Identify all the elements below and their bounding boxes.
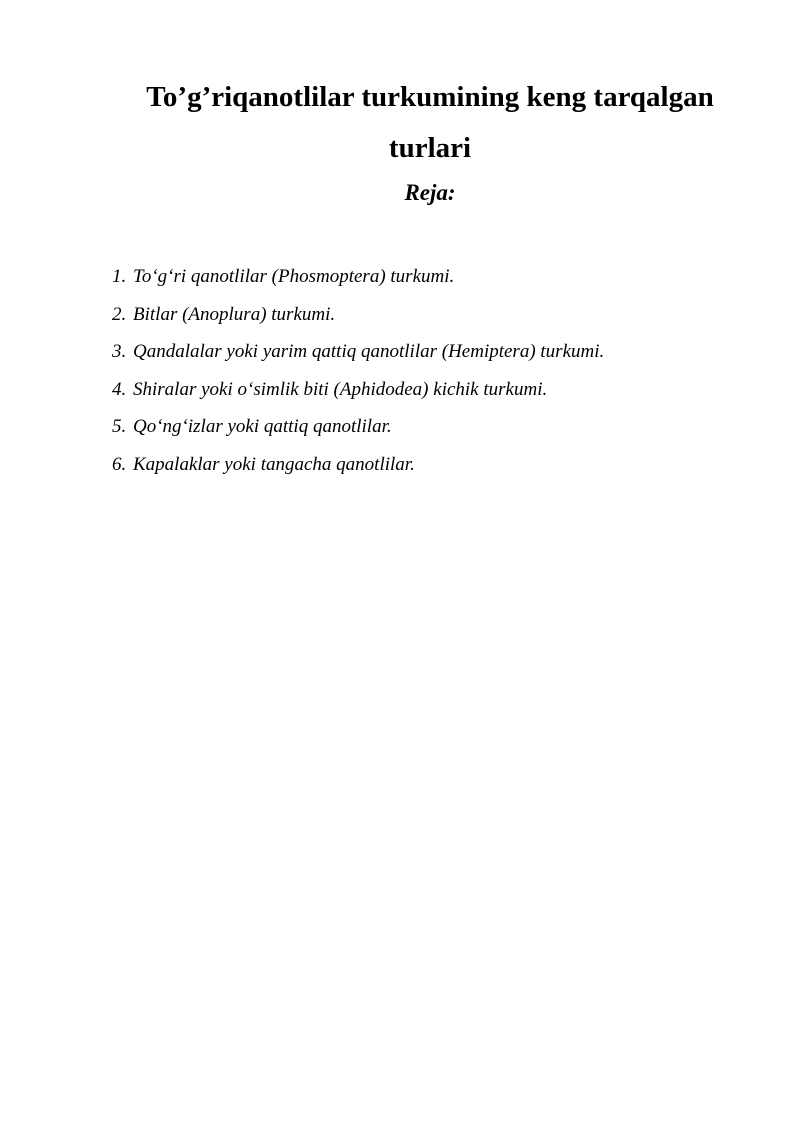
plan-item-text: Shiralar yoki o‘simlik biti (Aphidodea) kichik turkumi. [133,378,548,400]
plan-item-number: 3. [112,341,127,362]
plan-item-6 [112,446,752,484]
plan-item-number: 6. [112,453,127,475]
plan-item-number: 2. [112,303,127,325]
document-title: To’g’riqanotlilar turkumining keng tarqalgan turlari [146,81,714,164]
plan-item-text: Kapalaklar yoki tangacha qanotlilar. [133,453,415,475]
plan-item-4 [112,371,752,409]
plan-item-text: Bitlar (Anoplura) turkumi. [133,303,336,325]
plan-item-text: To‘g‘ri qanotlilar (Phosmoptera) turkumi. [133,266,455,287]
plan-item-number: 1. [112,266,127,287]
plan-item-text: Qandalalar yoki yarim qattiq qanotlilar (Hemiptera) turkumi. [133,341,605,362]
plan-item-2 [112,296,752,334]
plan-list [112,258,752,483]
plan-item-5 [112,408,752,446]
plan-heading: Reja: [404,180,456,205]
plan-item-number: 5. [112,416,127,437]
plan-item-text: Qo‘ng‘izlar yoki qattiq qanotlilar. [133,416,392,437]
plan-item-3 [112,333,752,371]
plan-item-number: 4. [112,378,127,400]
plan-item-1 [112,258,752,296]
